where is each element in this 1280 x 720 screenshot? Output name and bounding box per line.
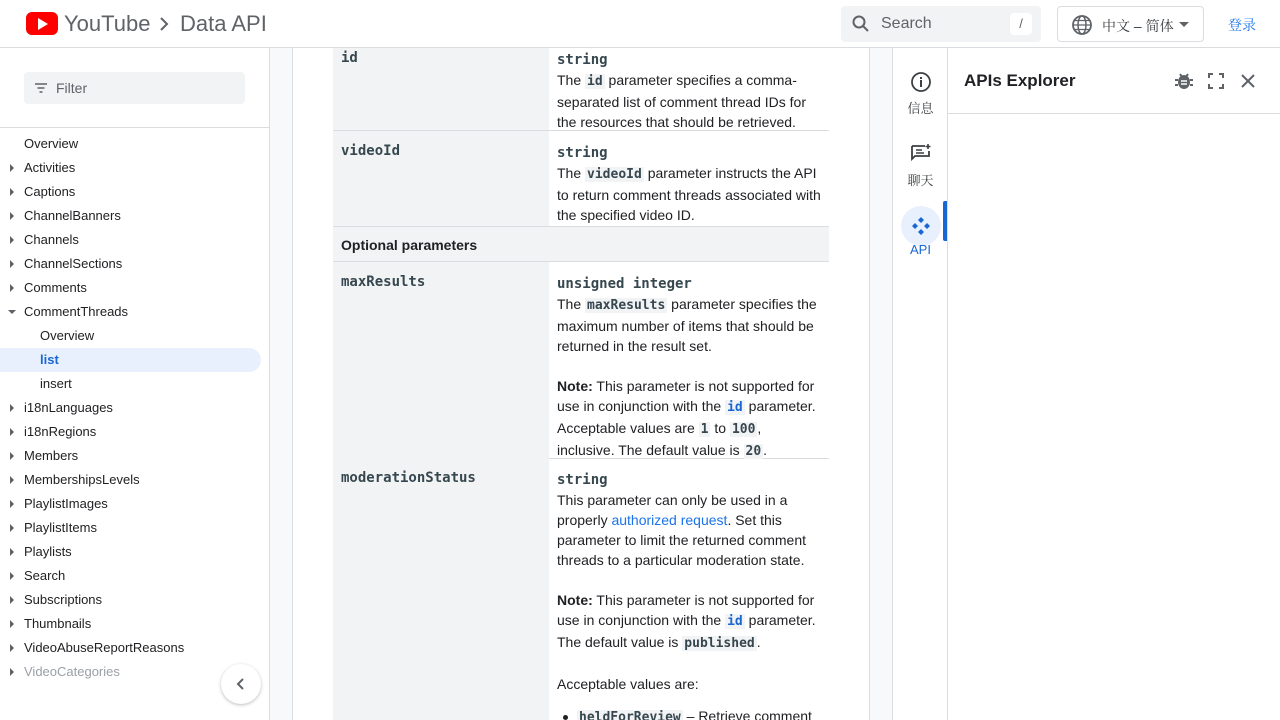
note-label: Note: — [557, 592, 593, 608]
nav-item-label: VideoAbuseReportReasons — [24, 640, 185, 655]
nav-item-label: Comments — [24, 280, 87, 295]
note-text: parameter. Acceptable values are — [557, 398, 816, 436]
note-text: . — [756, 634, 761, 650]
note-text: to — [710, 420, 730, 436]
nav-item-playlistitems[interactable] — [0, 516, 261, 540]
chat-icon — [909, 142, 933, 166]
note-label: Note: — [557, 378, 593, 394]
nav-item-label: Subscriptions — [24, 592, 103, 607]
nav-item-label: i18nRegions — [24, 424, 97, 439]
param-text: The — [557, 72, 586, 88]
param-text: parameter specifies a comma-separated list of comment thread IDs for the resources that should be retrieved. — [557, 72, 806, 130]
expand-arrow-icon — [10, 572, 14, 580]
param-type: string — [557, 145, 608, 161]
brand-name[interactable]: YouTube — [64, 11, 151, 36]
list-item-text: – Retrieve comment — [682, 708, 812, 720]
nav-item-channelbanners[interactable] — [0, 204, 261, 228]
list-item — [557, 706, 821, 720]
inline-code: maxResults — [587, 298, 666, 313]
nav-item-channelsections[interactable] — [0, 252, 261, 276]
expand-arrow-icon — [10, 164, 14, 172]
expand-arrow-icon — [10, 644, 14, 652]
expand-arrow-icon — [10, 668, 14, 676]
expand-arrow-icon — [10, 452, 14, 460]
param-row-maxresults — [333, 262, 829, 459]
api-icon — [909, 214, 933, 238]
nav-item-i18nregions[interactable] — [0, 420, 261, 444]
globe-icon — [1071, 14, 1093, 36]
nav-item-comments[interactable] — [0, 276, 261, 300]
nav-item-members[interactable] — [0, 444, 261, 468]
collapse-nav-button[interactable] — [221, 664, 261, 704]
top-header — [0, 0, 1280, 48]
search-icon — [851, 14, 871, 34]
nav-item-label: ChannelSections — [24, 256, 123, 271]
search-placeholder: Search — [881, 15, 932, 32]
nav-item-channels[interactable] — [0, 228, 261, 252]
param-name: videoId — [341, 143, 401, 159]
inline-code: videoId — [587, 167, 642, 182]
nav-item-playlists[interactable] — [0, 540, 261, 564]
left-navigation — [0, 48, 270, 720]
param-text: This parameter can only be used in a properly — [557, 492, 788, 528]
expand-arrow-icon — [10, 260, 14, 268]
breadcrumb-product[interactable]: Data API — [180, 11, 267, 36]
expand-arrow-icon — [10, 404, 14, 412]
explorer-title: APIs Explorer — [964, 71, 1076, 90]
info-label: 信息 — [907, 101, 934, 116]
expand-arrow-icon — [10, 524, 14, 532]
bug-icon[interactable] — [1172, 69, 1196, 93]
expand-arrow-icon — [10, 548, 14, 556]
filter-input[interactable] — [24, 72, 245, 104]
inline-code: 100 — [731, 422, 756, 437]
param-text: The — [557, 165, 586, 181]
expand-arrow-icon — [10, 596, 14, 604]
chat-button[interactable] — [893, 136, 948, 200]
chat-label: 聊天 — [907, 173, 934, 188]
param-row-moderationstatus — [333, 458, 829, 720]
expand-arrow-icon — [10, 212, 14, 220]
param-text: The — [557, 296, 586, 312]
inline-code-link[interactable]: id — [727, 400, 743, 415]
param-row-videoid — [333, 131, 829, 227]
nav-item-label: PlaylistImages — [24, 496, 108, 511]
nav-item-label: CommentThreads — [24, 304, 129, 319]
nav-item-label: list — [40, 352, 59, 367]
signin-link[interactable]: 登录 — [1228, 17, 1256, 33]
expand-arrow-icon — [10, 476, 14, 484]
fullscreen-icon[interactable] — [1204, 69, 1228, 93]
note-text: parameter. The default value is — [557, 612, 816, 650]
param-name: moderationStatus — [341, 470, 476, 486]
param-note — [557, 376, 821, 462]
nav-item-label: Activities — [24, 160, 76, 175]
youtube-logo-icon[interactable] — [26, 12, 58, 35]
language-label: 中文 – 简体 — [1102, 18, 1174, 34]
nav-item-label: Thumbnails — [24, 616, 92, 631]
nav-item-commentthreads-insert[interactable] — [0, 372, 261, 396]
chevron-right-icon — [159, 12, 169, 36]
nav-item-subscriptions[interactable] — [0, 588, 261, 612]
info-button[interactable] — [893, 64, 948, 128]
nav-item-label: insert — [40, 376, 72, 391]
inline-code: 20 — [745, 444, 762, 459]
note-text: , inclusive. The default value is — [557, 420, 762, 458]
nav-item-label: Members — [24, 448, 79, 463]
acceptable-values-label: Acceptable values are: — [557, 676, 699, 692]
filter-icon — [34, 81, 48, 95]
expand-arrow-icon — [10, 620, 14, 628]
caret-down-icon — [1179, 22, 1189, 27]
param-text: parameter instructs the API to return comment threads associated with the specified video ID. — [557, 165, 821, 223]
nav-divider — [0, 127, 269, 128]
close-icon[interactable] — [1236, 69, 1260, 93]
nav-item-label: Playlists — [24, 544, 72, 559]
expand-arrow-icon — [10, 500, 14, 508]
filter-placeholder: Filter — [56, 80, 88, 96]
nav-item-label: MembershipsLevels — [24, 472, 140, 487]
chevron-left-icon — [233, 676, 249, 692]
language-select[interactable] — [1057, 6, 1204, 42]
side-panel-rail — [892, 48, 948, 720]
nav-item-commentthreads[interactable] — [0, 300, 261, 324]
nav-item-activities[interactable] — [0, 156, 261, 180]
nav-item-label: ChannelBanners — [24, 208, 121, 223]
nav-item-overview[interactable] — [0, 132, 261, 156]
expand-arrow-icon — [10, 188, 14, 196]
collapse-arrow-icon — [8, 310, 16, 314]
search-shortcut-badge: / — [1010, 13, 1032, 35]
inline-code: published — [684, 636, 755, 651]
nav-item-label: Captions — [24, 184, 76, 199]
nav-item-thumbnails[interactable] — [0, 612, 261, 636]
nav-item-commentthreads-list[interactable] — [0, 348, 261, 372]
info-icon — [909, 70, 933, 94]
inline-code-link[interactable]: id — [727, 614, 743, 629]
expand-arrow-icon — [10, 428, 14, 436]
nav-item-membershipslevels[interactable] — [0, 468, 261, 492]
nav-item-label: Search — [24, 568, 66, 583]
nav-item-label: PlaylistItems — [24, 520, 97, 535]
apis-explorer-panel — [948, 48, 1280, 720]
optional-params-header — [333, 226, 829, 262]
nav-item-videoabusereportreasons[interactable] — [0, 636, 261, 660]
authorized-request-link[interactable]: authorized request — [611, 512, 728, 528]
active-indicator — [943, 201, 947, 241]
nav-item-label: VideoCategories — [24, 664, 120, 679]
param-text: parameter specifies the maximum number of items that should be returned in the result set. — [557, 296, 817, 354]
expand-arrow-icon — [10, 236, 14, 244]
inline-code: id — [587, 74, 603, 89]
param-type: unsigned integer — [557, 276, 692, 292]
explorer-header — [948, 48, 1280, 114]
api-explorer-button[interactable] — [893, 208, 948, 272]
param-type: string — [557, 52, 608, 68]
nav-item-label: i18nLanguages — [24, 400, 113, 415]
note-text: This parameter is not supported for use in conjunction with the — [557, 592, 815, 628]
section-title: Optional parameters — [341, 237, 478, 253]
inline-code: heldForReview — [577, 710, 683, 720]
nav-item-label: Overview — [40, 328, 95, 343]
main-content — [270, 48, 892, 720]
note-text: . — [763, 442, 768, 458]
param-row-id — [333, 48, 829, 131]
nav-item-label: Overview — [24, 136, 79, 151]
search-input[interactable] — [841, 6, 1041, 42]
expand-arrow-icon — [10, 284, 14, 292]
inline-code: 1 — [700, 422, 709, 437]
doc-body — [292, 48, 870, 720]
nav-item-i18nlanguages[interactable] — [0, 396, 261, 420]
param-type: string — [557, 472, 608, 488]
nav-item-playlistimages[interactable] — [0, 492, 261, 516]
note-text: This parameter is not supported for use in conjunction with the — [557, 378, 815, 414]
nav-item-commentthreads-overview[interactable] — [0, 324, 261, 348]
nav-item-search[interactable] — [0, 564, 261, 588]
nav-item-label: Channels — [24, 232, 79, 247]
param-note — [557, 590, 821, 654]
param-name: id — [341, 50, 358, 66]
param-text: . Set this parameter to limit the returned comment threads to a particular moderation state. — [557, 512, 806, 568]
param-name: maxResults — [341, 274, 426, 290]
nav-item-captions[interactable] — [0, 180, 261, 204]
api-label: API — [910, 242, 931, 257]
